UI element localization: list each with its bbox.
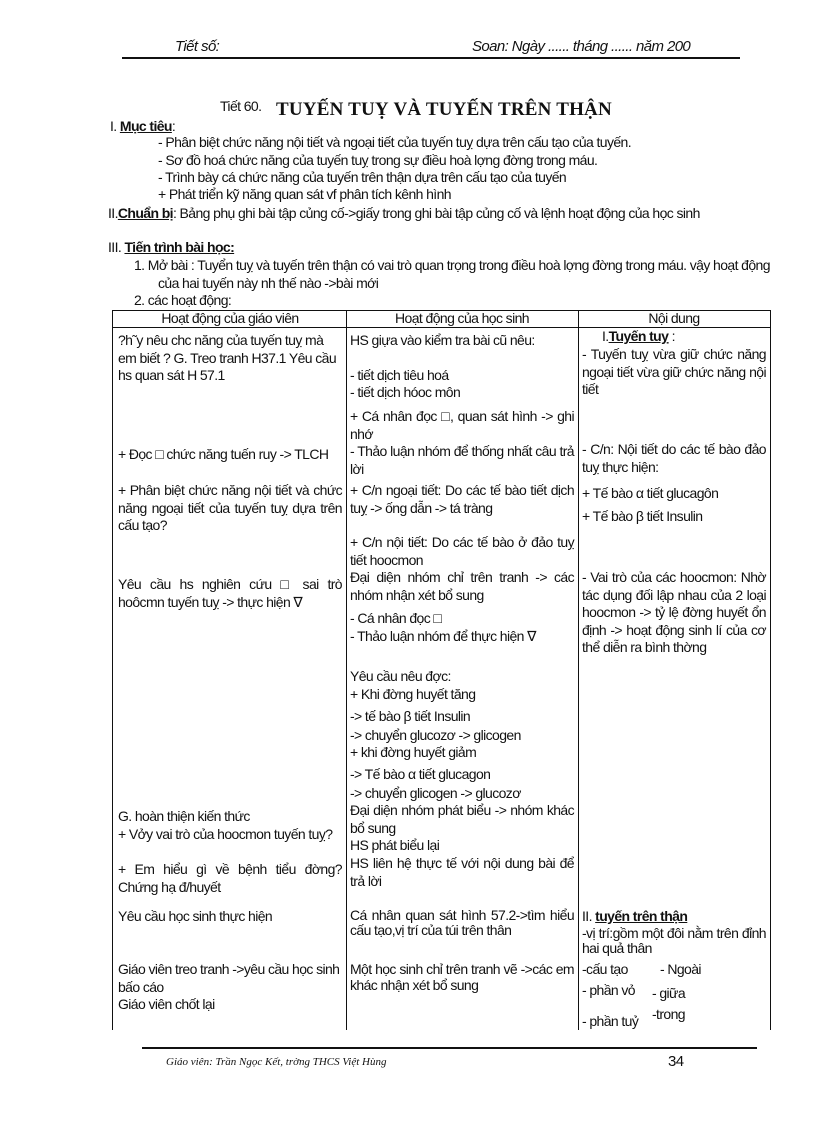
student-activity: Cá nhân quan sát hình 57.2->tìm hiểu cấu tạo,vị trí của túi trên thân bbox=[350, 907, 574, 938]
table-header: Hoạt động của giáo viên bbox=[161, 310, 299, 326]
header-rule bbox=[122, 57, 740, 59]
section-number: I. bbox=[110, 118, 117, 134]
objective-item: - Trình bày cá chức năng của tuyến trên thận dựa trên cấu tạo của tuyến bbox=[158, 169, 567, 185]
content-item: - giữa bbox=[652, 985, 686, 1001]
content-item: - Tuyến tuỵ vừa giữ chức năng ngoại tiết vừa giữ chức năng nội tiết bbox=[582, 346, 766, 397]
teacher-activity: + Vởy vai trò của hoocmon tuyến tuỵ? bbox=[118, 826, 333, 842]
student-activity: + Khi đờng huyết tăng bbox=[350, 686, 476, 702]
student-activity: -> chuyển glicogen -> glucozơ bbox=[350, 785, 521, 801]
student-activity: + C/n ngoại tiết: Do các tế bào tiết dịch tuỵ -> ống dẫn -> tá tràng bbox=[350, 482, 574, 516]
student-activity: + khi đờng huyết giảm bbox=[350, 744, 477, 760]
student-activity: - Thảo luận nhóm để thực hiện ∇ bbox=[350, 628, 536, 644]
teacher-activity: Yêu cầu học sinh thực hiện bbox=[118, 908, 273, 924]
teacher-activity: G. hoàn thiện kiến thức bbox=[118, 808, 250, 824]
section-number: II. bbox=[582, 908, 592, 924]
section-number: I. bbox=[602, 328, 609, 344]
procedure-step-1: 1. Mở bài : Tuyển tuỵ và tuyến trên thận có vai trò quan trọng trong điều hoà lợng đờng trong máu. vậy hoạt động của hai tuyến này nh thế nào ->bài mới bbox=[134, 257, 770, 291]
student-activity: -> Tế bào α tiết glucagon bbox=[350, 766, 491, 782]
teacher-activity: Giáo viên treo tranh ->yêu cầu học sinh bấo cáo bbox=[118, 961, 340, 995]
teacher-activity: + Phân biệt chức năng nội tiết và chức năng ngoại tiết của tuyến tuỵ dựa trên cấu tạo? bbox=[118, 482, 342, 533]
section-suffix: : bbox=[668, 328, 675, 344]
table-border bbox=[770, 310, 771, 1030]
objective-item: - Phân biệt chức năng nội tiết và ngoại tiết của tuyến tuỵ dựa trên cấu tạo của tuyến. bbox=[158, 134, 632, 150]
lesson-number-label: Tiết số: bbox=[175, 38, 220, 55]
section-text: : Bảng phụ ghi bài tập củng cố->giấy trong ghi bài tập củng cố và lệnh hoạt động của học sinh bbox=[172, 205, 700, 221]
section-number: II. bbox=[108, 205, 118, 221]
table-border bbox=[112, 310, 113, 1030]
procedure-step-2: 2. các hoạt động: bbox=[134, 292, 232, 308]
student-activity: - Thảo luận nhóm để thống nhất câu trả lời bbox=[350, 443, 574, 477]
student-activity: - tiết dịch tiêu hoá bbox=[350, 367, 449, 383]
student-activity: + Cá nhân đọc □, quan sát hình -> ghi nhớ bbox=[350, 408, 574, 442]
content-section-heading bbox=[582, 908, 766, 926]
section-label: Mục tiêu bbox=[119, 118, 172, 134]
teacher-activity: + Đọc □ chức năng tuến ruy -> TLCH bbox=[118, 446, 329, 462]
section-number: III. bbox=[108, 239, 122, 255]
objective-item: - Sơ đồ hoá chức năng của tuyến tuỵ trong sự điều hoà lợng đờng trong máu. bbox=[158, 152, 598, 168]
student-activity: -> chuyển glucozơ -> glicogen bbox=[350, 727, 521, 743]
page-title: TUYẾN TUỴ VÀ TUYẾN TRÊN THẬN bbox=[276, 99, 612, 120]
title-prefix: Tiết 60. bbox=[220, 98, 262, 114]
content-section-heading bbox=[582, 328, 766, 346]
content-item: + Tế bào β tiết Insulin bbox=[582, 508, 703, 524]
teacher-activity: + Em hiểu gì về bệnh tiểu đờng? Chứng hạ đ/huyết bbox=[118, 861, 342, 895]
page-number: 34 bbox=[668, 1053, 684, 1070]
table-border bbox=[578, 310, 579, 1030]
section-label: Chuẩn bị bbox=[117, 205, 173, 221]
student-activity: Một học sinh chỉ trên tranh vẽ ->các em khác nhận xét bổ sung bbox=[350, 961, 574, 993]
table-border bbox=[346, 310, 347, 1030]
student-activity: - Cá nhân đọc □ bbox=[350, 610, 442, 626]
student-activity: - tiết dịch hóoc môn bbox=[350, 384, 461, 400]
table-header: Nội dung bbox=[648, 310, 700, 326]
teacher-activity: Yêu cầu hs nghiên cứu □ sai trò hoôcmn tuyến tuỵ -> thực hiện ∇ bbox=[118, 576, 342, 610]
student-activity: HS phát biểu lại bbox=[350, 837, 440, 853]
footer-rule bbox=[142, 1047, 757, 1049]
student-activity: + C/n nội tiết: Do các tế bào ở đảo tuỵ tiết hoocmon bbox=[350, 534, 574, 568]
section-label: Tuyến tuỵ bbox=[608, 328, 669, 344]
content-item: - Vai trò của các hoocmon: Nhờ tác dụng đối lập nhau của 2 loại hoocmon -> tỷ lệ đờng huyết ổn định -> hoạt động sinh lí của cơ thể diễn ra bình thờng bbox=[582, 569, 766, 655]
content-item: -vị trí:gồm một đôi nằm trên đỉnh hai quả thân bbox=[582, 925, 766, 956]
section-preparation bbox=[108, 205, 773, 223]
teacher-activity: ?h˜y nêu chc năng của tuyến tuỵ mà em biết ? G. Treo tranh H37.1 Yêu cầu hs quan sát H 57.1 bbox=[118, 332, 337, 383]
date-label: Soan: Ngày ...... tháng ...... năm 200 bbox=[472, 38, 691, 55]
student-activity: HS giựa vào kiểm tra bài cũ nêu: bbox=[350, 332, 535, 348]
student-activity: HS liên hệ thực tế với nội dung bài để trả lời bbox=[350, 855, 574, 889]
section-suffix: : bbox=[171, 118, 176, 134]
student-activity: Đại diện nhóm phát biểu -> nhóm khác bổ sung bbox=[350, 802, 574, 836]
section-label: tuyến trên thận bbox=[595, 908, 688, 924]
content-item: - Ngoài bbox=[660, 961, 701, 977]
content-item: - phần tuỷ bbox=[582, 1013, 639, 1029]
content-item: -cấu tạo bbox=[582, 961, 628, 977]
content-item: - C/n: Nội tiết do các tế bào đảo tuỵ thực hiện: bbox=[582, 441, 766, 475]
footer-author: Giáo viên: Trần Ngọc Kết, trờng THCS Việt Hùng bbox=[166, 1056, 387, 1068]
content-item: - phần vỏ bbox=[582, 982, 635, 998]
section-label: Tiến trình bài học: bbox=[124, 239, 235, 255]
content-item: + Tế bào α tiết glucagôn bbox=[582, 485, 719, 501]
section-procedure-heading bbox=[108, 239, 234, 257]
student-activity: Yêu cầu nêu đợc: bbox=[350, 668, 451, 684]
table-header: Hoạt động của học sinh bbox=[395, 310, 529, 326]
student-activity: Đại diện nhóm chỉ trên tranh -> các nhóm nhận xét bổ sung bbox=[350, 569, 574, 603]
student-activity: -> tế bào β tiết Insulin bbox=[350, 708, 471, 724]
section-objectives-heading bbox=[110, 118, 175, 136]
content-item: -trong bbox=[652, 1006, 685, 1022]
objective-item: + Phát triển kỹ năng quan sát vf phân tích kênh hình bbox=[158, 186, 451, 202]
teacher-activity: Giáo viên chốt lại bbox=[118, 996, 215, 1012]
